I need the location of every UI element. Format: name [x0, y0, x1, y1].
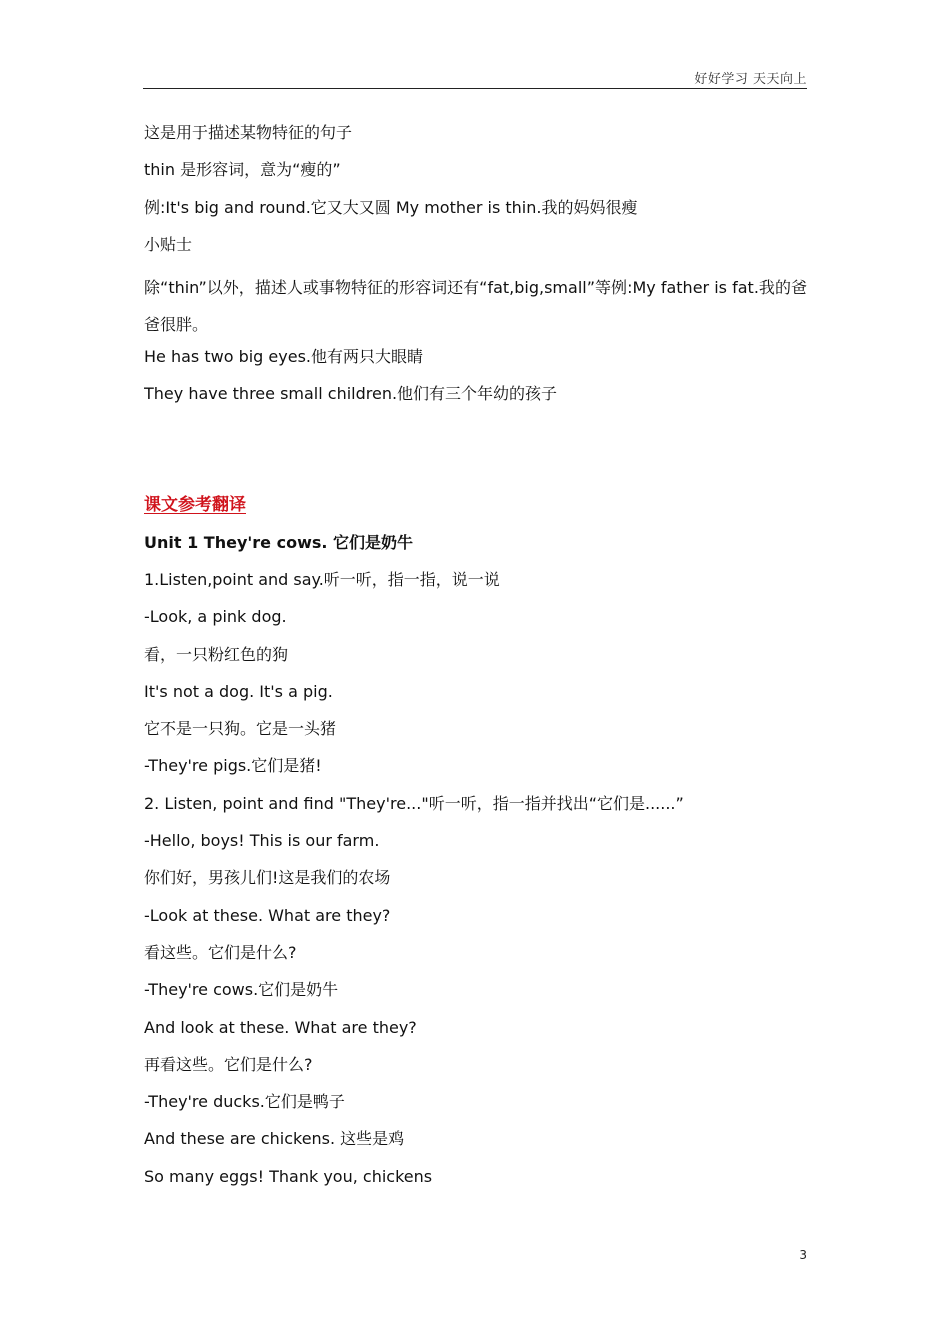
translation-line: So many eggs! Thank you, chickens: [144, 1166, 433, 1186]
translation-line: It's not a dog. It's a pig.: [144, 681, 333, 701]
translation-line: -Look, a pink dog.: [144, 607, 287, 627]
translation-line: -Hello, boys! This is our farm.: [144, 831, 380, 851]
translation-line: And look at these. What are they?: [144, 1017, 417, 1037]
translation-line: -They're ducks.它们是鸭子: [144, 1092, 345, 1112]
translation-line: And these are chickens. 这些是鸡: [144, 1129, 405, 1149]
translation-line: -They're pigs.它们是猪!: [144, 756, 322, 776]
note-line: thin 是形容词，意为“瘦的”: [144, 160, 341, 180]
header-divider: [143, 88, 807, 89]
section-title: 课文参考翻译: [144, 495, 246, 516]
translation-line: 再看这些。它们是什么?: [144, 1054, 313, 1074]
translation-line: -Look at these. What are they?: [144, 905, 391, 925]
translation-line: 你们好，男孩儿们!这是我们的农场: [144, 868, 391, 888]
note-line: He has two big eyes.他有两只大眼睛: [144, 346, 423, 366]
translation-line: 2. Listen, point and find "They're..."听一听，指一指并找出“它们是......”: [144, 793, 684, 813]
translation-line: -They're cows.它们是奶牛: [144, 980, 339, 1000]
tip-paragraph: 除“thin”以外，描述人或事物特征的形容词还有“fat,big,small”等例:My father is fat.我的爸爸很胖。: [144, 278, 807, 335]
translation-line: 它不是一只狗。它是一头猪: [144, 719, 337, 739]
tip-heading: 小贴士: [144, 234, 193, 254]
translation-line: 看，一只粉红色的狗: [144, 644, 289, 664]
page-number: 3: [799, 1248, 807, 1262]
note-line: 这是用于描述某物特征的句子: [144, 123, 353, 142]
note-line: 例:It's big and round.它又大又圆 My mother is thin.我的妈妈很瘦: [144, 197, 638, 217]
page-header-text: 好好学习 天天向上: [694, 72, 807, 87]
document-body: [144, 120, 807, 1201]
section-spacer: [144, 418, 807, 492]
translation-line: 1.Listen,point and say.听一听，指一指，说一说: [144, 569, 500, 589]
translation-line: 看这些。它们是什么?: [144, 942, 297, 962]
unit-title: Unit 1 They're cows. 它们是奶牛: [144, 532, 414, 552]
note-line: They have three small children.他们有三个年幼的孩子: [144, 384, 558, 404]
